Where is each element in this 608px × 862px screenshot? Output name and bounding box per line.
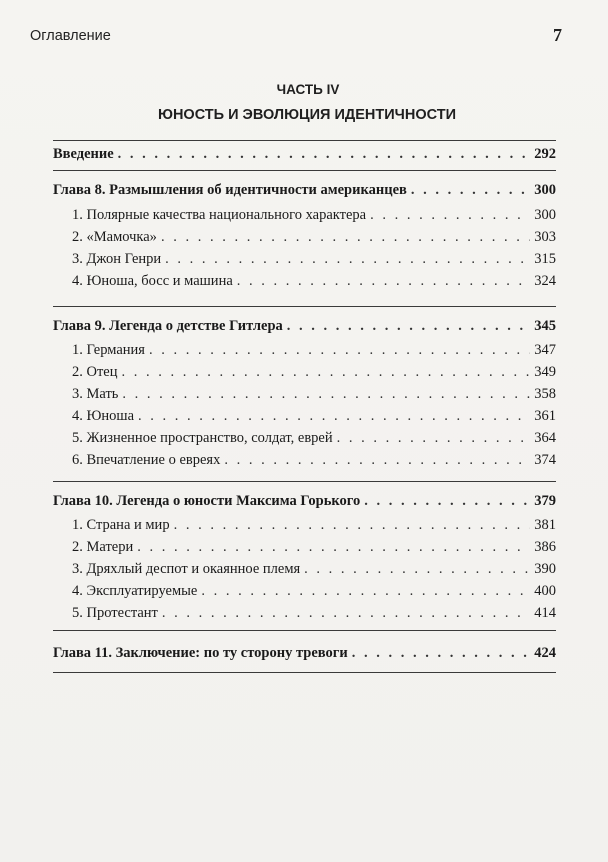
toc-entry-page: 390 <box>534 561 556 577</box>
leader-dots <box>201 581 530 601</box>
part-label: ЧАСТЬ IV <box>276 82 340 97</box>
toc-entry-section[interactable] <box>53 406 556 426</box>
divider <box>53 306 556 307</box>
toc-entry-label: 5. Жизненное пространство, солдат, еврей <box>72 430 333 446</box>
toc-entry-page: 300 <box>534 207 556 223</box>
page-number: 7 <box>553 25 562 45</box>
leader-dots <box>337 428 531 448</box>
toc-entry-label: 2. Матери <box>72 539 134 555</box>
toc-entry-section[interactable] <box>53 384 556 404</box>
toc-entry-section[interactable] <box>53 537 556 557</box>
divider <box>53 630 556 631</box>
toc-entry-label: 1. Полярные качества национального характера <box>72 207 367 223</box>
toc-entry-chapter-10[interactable] <box>53 491 556 511</box>
leader-dots <box>122 362 531 382</box>
toc-entry-section[interactable] <box>53 581 556 601</box>
toc-entry-page: 414 <box>534 605 556 621</box>
toc-entry-label: 1. Германия <box>72 342 145 358</box>
toc-entry-section[interactable] <box>53 362 556 382</box>
toc-entry-page: 358 <box>534 386 556 402</box>
toc-entry-label: 2. «Мамочка» <box>72 229 157 245</box>
toc-entry-page: 349 <box>534 364 556 380</box>
leader-dots <box>118 144 531 164</box>
toc-entry-page: 324 <box>534 273 556 289</box>
leader-dots <box>138 406 530 426</box>
leader-dots <box>224 450 530 470</box>
leader-dots <box>165 249 530 269</box>
leader-dots <box>137 537 530 557</box>
toc-entry-label: Глава 11. Заключение: по ту сторону тревоги <box>53 645 348 661</box>
leader-dots <box>352 643 531 663</box>
toc-entry-page: 361 <box>534 408 556 424</box>
toc-entry-page: 374 <box>534 452 556 468</box>
leader-dots <box>174 515 531 535</box>
leader-dots <box>149 340 530 360</box>
divider <box>53 170 556 171</box>
toc-entry-section[interactable] <box>53 249 556 269</box>
toc-entry-label: Глава 10. Легенда о юности Максима Горького <box>53 493 361 509</box>
toc-entry-label: Введение <box>53 146 114 162</box>
toc-entry-section[interactable] <box>53 515 556 535</box>
leader-dots <box>304 559 530 579</box>
running-header <box>30 26 562 50</box>
toc-entry-label: 3. Дряхлый деспот и окаянное племя <box>72 561 301 577</box>
toc-entry-page: 379 <box>534 493 556 509</box>
toc-entry-page: 315 <box>534 251 556 267</box>
toc-entry-section[interactable] <box>53 603 556 623</box>
header-title: Оглавление <box>30 28 111 44</box>
leader-dots <box>411 180 530 200</box>
toc-entry-section[interactable] <box>53 205 556 225</box>
toc-entry-label: 4. Эксплуатируемые <box>72 583 198 599</box>
toc-entry-section[interactable] <box>53 271 556 291</box>
leader-dots <box>122 384 530 404</box>
toc-entry-page: 381 <box>534 517 556 533</box>
toc-entry-label: Глава 9. Легенда о детстве Гитлера <box>53 318 283 334</box>
toc-entry-chapter-8[interactable] <box>53 180 556 200</box>
part-title: ЮНОСТЬ И ЭВОЛЮЦИЯ ИДЕНТИЧНОСТИ <box>157 107 456 123</box>
toc-entry-label: 4. Юноша <box>72 408 135 424</box>
toc-entry-intro[interactable] <box>53 144 556 164</box>
leader-dots <box>370 205 530 225</box>
leader-dots <box>237 271 530 291</box>
toc-entry-page: 400 <box>534 583 556 599</box>
leader-dots <box>287 316 530 336</box>
leader-dots <box>364 491 530 511</box>
toc-entry-section[interactable] <box>53 450 556 470</box>
toc-entry-label: 2. Отец <box>72 364 118 380</box>
toc-entry-label: 6. Впечатление о евреях <box>72 452 221 468</box>
toc-entry-label: Глава 8. Размышления об идентичности американцев <box>53 182 407 198</box>
toc-entry-section[interactable] <box>53 428 556 448</box>
toc-entry-label: 1. Страна и мир <box>72 517 170 533</box>
toc-entry-section[interactable] <box>53 227 556 247</box>
divider <box>53 481 556 482</box>
toc-entry-page: 347 <box>534 342 556 358</box>
toc-entry-label: 4. Юноша, босс и машина <box>72 273 233 289</box>
toc-entry-page: 303 <box>534 229 556 245</box>
toc-entry-label: 3. Мать <box>72 386 119 402</box>
toc-entry-chapter-11[interactable] <box>53 643 556 663</box>
toc-entry-label: 5. Протестант <box>72 605 158 621</box>
toc-entry-page: 300 <box>534 182 556 198</box>
divider <box>53 140 556 141</box>
leader-dots <box>161 227 530 247</box>
toc-entry-page: 424 <box>534 645 556 661</box>
toc-entry-page: 364 <box>534 430 556 446</box>
toc-entry-page: 345 <box>534 318 556 334</box>
toc-entry-section[interactable] <box>53 559 556 579</box>
toc-entry-label: 3. Джон Генри <box>72 251 162 267</box>
leader-dots <box>162 603 530 623</box>
toc-entry-page: 386 <box>534 539 556 555</box>
toc-entry-chapter-9[interactable] <box>53 316 556 336</box>
divider <box>53 672 556 673</box>
toc-entry-section[interactable] <box>53 340 556 360</box>
toc-entry-page: 292 <box>534 146 556 162</box>
